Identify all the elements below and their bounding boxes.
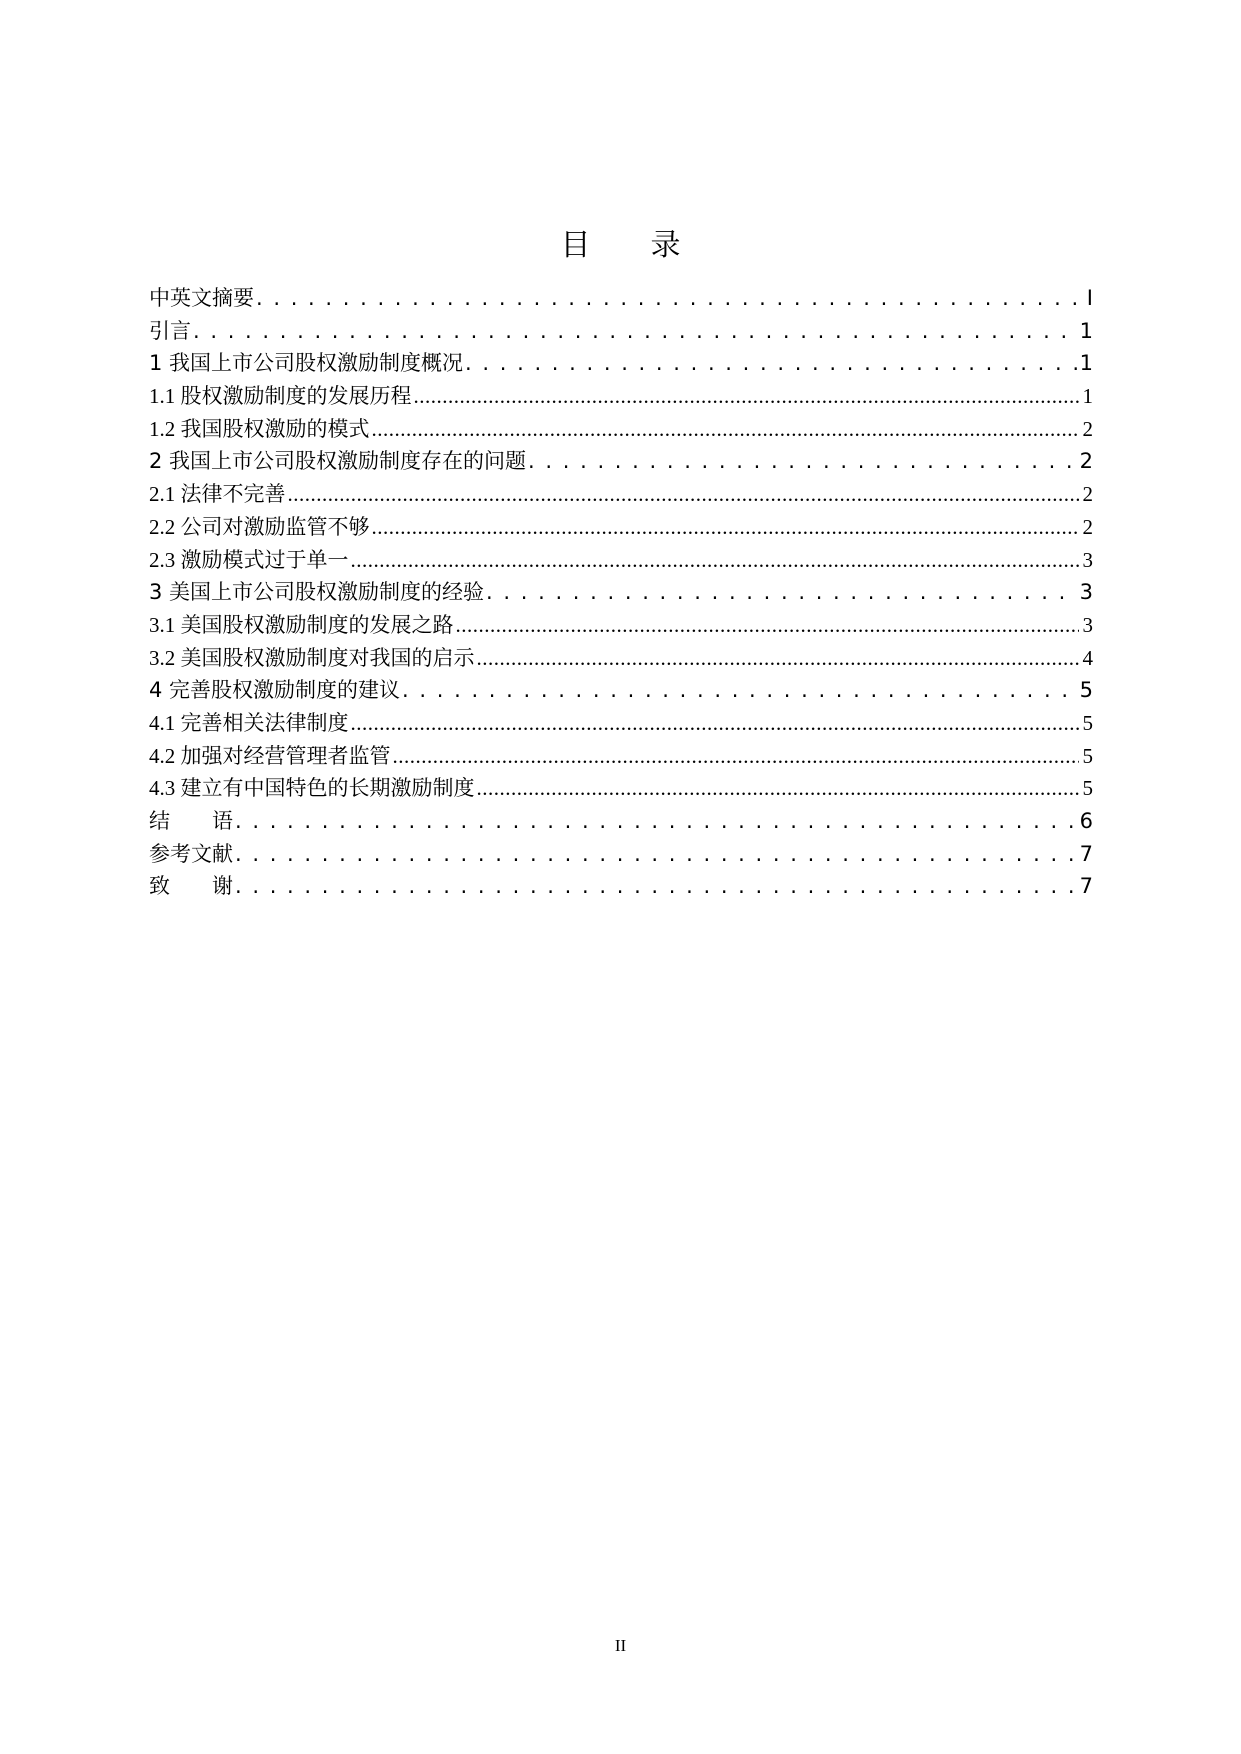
toc-entry-section-1-2[interactable]: [149, 413, 1093, 446]
toc-entry-label: 引言: [149, 318, 191, 343]
toc-entry-page: 7: [1079, 841, 1093, 866]
toc-entry-page: I: [1086, 286, 1093, 310]
dot-leader: [372, 515, 1080, 540]
toc-entry-label: 致 谢: [149, 874, 233, 899]
toc-entry-page: 2: [1079, 449, 1093, 474]
toc-entry-section-2-3[interactable]: [149, 544, 1093, 577]
toc-entry-label: 4 完善股权激励制度的建议: [149, 678, 401, 703]
toc-entry-section-3-1[interactable]: [149, 609, 1093, 642]
toc-entry-label: 3 美国上市公司股权激励制度的经验: [149, 580, 485, 605]
toc-entry-page: 4: [1082, 645, 1093, 670]
table-of-contents: [149, 282, 1093, 903]
toc-entry-label: 2 我国上市公司股权激励制度存在的问题: [149, 449, 527, 474]
dot-leader: [456, 613, 1080, 638]
dot-leader: [351, 548, 1080, 573]
toc-entry-chapter-1[interactable]: [149, 347, 1093, 380]
page-number: II: [614, 1636, 627, 1655]
dot-leader: [235, 809, 1078, 833]
dot-leader: [351, 711, 1080, 736]
toc-entry-page: 5: [1082, 776, 1093, 801]
toc-entry-label: 2.3 激励模式过于单一: [149, 547, 349, 572]
dot-leader: [465, 351, 1078, 375]
dot-leader: [235, 874, 1078, 898]
dot-leader: [477, 646, 1080, 671]
toc-entry-page: 2: [1082, 482, 1093, 507]
toc-entry-label: 1 我国上市公司股权激励制度概况: [149, 351, 464, 376]
dot-leader: [235, 842, 1078, 866]
toc-entry-label: 参考文献: [149, 841, 233, 866]
toc-entry-label: 4.2 加强对经营管理者监管: [149, 743, 391, 768]
toc-entry-label: 3.1 美国股权激励制度的发展之路: [149, 612, 454, 637]
toc-entry-label: 1.2 我国股权激励的模式: [149, 416, 370, 441]
toc-entry-chapter-4[interactable]: [149, 674, 1093, 707]
toc-entry-page: 2: [1082, 514, 1093, 539]
toc-entry-section-1-1[interactable]: [149, 380, 1093, 413]
toc-entry-label: 2.2 公司对激励监管不够: [149, 514, 370, 539]
toc-entry-references[interactable]: [149, 838, 1093, 871]
dot-leader: [372, 417, 1080, 442]
page-title: 目 录: [560, 228, 681, 263]
dot-leader: [288, 482, 1080, 507]
toc-entry-section-2-1[interactable]: [149, 478, 1093, 511]
dot-leader: [477, 776, 1080, 801]
toc-entry-label: 2.1 法律不完善: [149, 482, 286, 507]
toc-entry-section-4-3[interactable]: [149, 772, 1093, 805]
toc-entry-chapter-2[interactable]: [149, 445, 1093, 478]
toc-entry-page: 3: [1082, 612, 1093, 637]
toc-entry-page: 1: [1079, 351, 1093, 376]
toc-entry-page: 2: [1082, 416, 1093, 441]
toc-entry-acknowledgements[interactable]: [149, 870, 1093, 903]
toc-entry-page: 7: [1079, 874, 1093, 899]
toc-entry-label: 中英文摘要: [149, 286, 254, 310]
toc-entry-conclusion[interactable]: [149, 805, 1093, 838]
toc-entry-section-2-2[interactable]: [149, 511, 1093, 544]
toc-entry-introduction[interactable]: [149, 315, 1093, 348]
toc-entry-page: 5: [1082, 710, 1093, 735]
dot-leader: [393, 744, 1080, 769]
dot-leader: [528, 449, 1078, 473]
toc-entry-section-4-2[interactable]: [149, 740, 1093, 773]
toc-entry-chapter-3[interactable]: [149, 576, 1093, 609]
dot-leader: [414, 384, 1080, 409]
toc-entry-label: 1.1 股权激励制度的发展历程: [149, 384, 412, 409]
dot-leader: [402, 678, 1078, 702]
toc-entry-abstract[interactable]: [149, 282, 1093, 315]
toc-entry-section-4-1[interactable]: [149, 707, 1093, 740]
toc-entry-section-3-2[interactable]: [149, 642, 1093, 675]
toc-entry-label: 结 语: [149, 809, 233, 833]
toc-entry-label: 3.2 美国股权激励制度对我国的启示: [149, 645, 475, 670]
toc-entry-page: 1: [1079, 318, 1093, 343]
toc-entry-label: 4.3 建立有中国特色的长期激励制度: [149, 776, 475, 801]
dot-leader: [193, 319, 1078, 343]
toc-entry-page: 1: [1082, 384, 1093, 409]
toc-entry-page: 5: [1079, 678, 1093, 703]
toc-entry-label: 4.1 完善相关法律制度: [149, 710, 349, 735]
toc-entry-page: 3: [1079, 580, 1093, 605]
toc-entry-page: 6: [1079, 809, 1093, 833]
toc-entry-page: 3: [1082, 547, 1093, 572]
dot-leader: [256, 286, 1079, 310]
dot-leader: [486, 580, 1078, 604]
toc-entry-page: 5: [1082, 743, 1093, 768]
